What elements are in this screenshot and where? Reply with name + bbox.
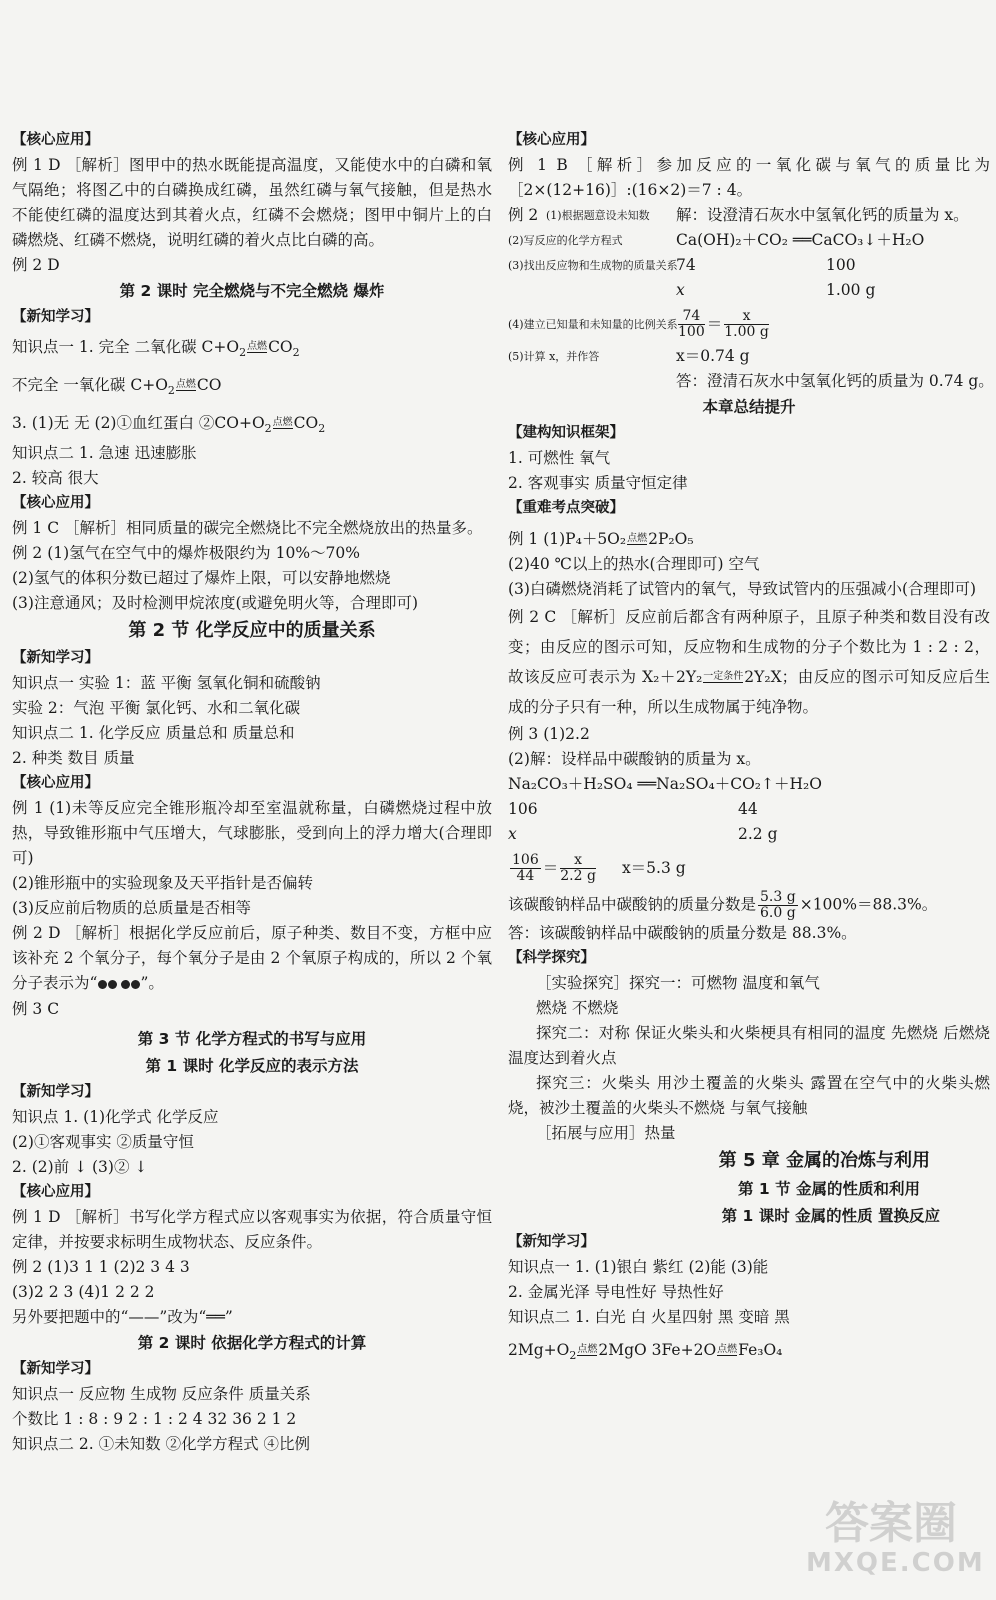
reaction-arrow — [627, 533, 647, 548]
equation-text: 3. (1)无 无 (2)①血红蛋白 ②CO+O — [12, 414, 265, 433]
answer-text: 知识点二 2. ①未知数 ②化学方程式 ④比例 — [12, 1434, 310, 1453]
section-header: 【核心应用】 — [12, 775, 99, 792]
step-note: (2)写反应的化学方程式 — [508, 234, 623, 247]
arrow-condition: 点燃 — [272, 416, 293, 428]
answer-text: ×100%＝88.3%。 — [799, 895, 938, 914]
answer-text: 2Y₂X；由反应的图示可知反应后生成的分子只有一种，所以生成物属于纯净物。 — [508, 668, 991, 716]
solution-text: x＝5.3 g — [621, 859, 686, 877]
reaction-arrow — [273, 417, 293, 432]
equation-text: 2Mg+O — [508, 1341, 570, 1359]
equation-text: Fe₃O₄ — [738, 1341, 783, 1359]
equation-text: CO — [293, 414, 319, 433]
chemical-equation: Na₂CO₃＋H₂SO₄ ══Na₂SO₄＋CO₂↑＋H₂O — [508, 775, 822, 793]
left-column — [12, 128, 492, 1457]
right-column — [508, 128, 994, 1368]
denominator: 2.2 g — [560, 868, 596, 884]
section-header: 【新知学习】 — [12, 1083, 99, 1100]
denominator: 44 — [516, 868, 535, 884]
reaction-arrow — [247, 341, 267, 356]
answer-text: 知识点二 1. 化学反应 质量总和 质量总和 — [12, 724, 295, 743]
answer-text: 2. 客观事实 质量守恒定律 — [508, 474, 688, 492]
denominator: 1.00 g — [724, 324, 769, 340]
solution-row — [508, 822, 990, 847]
mass-value: 1.00 g — [826, 281, 876, 299]
answer-text: 例 2 (1)氢气在空气中的爆炸极限约为 10%～70% — [12, 544, 361, 563]
chemical-equation: Ca(OH)₂＋CO₂ ══CaCO₃↓＋H₂O — [676, 231, 925, 249]
mass-value: 2.2 g — [738, 825, 778, 843]
arrow-condition: 点燃 — [717, 1343, 738, 1355]
answer-text: 知识点一 反应物 生成物 反应条件 质量关系 — [12, 1384, 311, 1403]
solution-row: $\frac{106}{44}$ ＝ $\frac{x}{2.2 g}$ x＝5.3 g — [512, 852, 686, 884]
mass-value: 106 — [508, 800, 538, 818]
equation-line — [12, 335, 492, 365]
solution-text: 解：设澄清石灰水中氢氧化钙的质量为 x。 — [676, 206, 969, 224]
answer-text: 实验 2：气泡 平衡 氯化钙、水和二氧化碳 — [12, 699, 301, 718]
answer-text: 个数比 1 : 8 : 9 2 : 1 : 2 4 32 36 2 1 2 — [12, 1409, 297, 1428]
answer-text: 探究二：对称 保证火柴头和火柴梗具有相同的温度 先燃烧 后燃烧 温度达到着火点 — [508, 1024, 990, 1067]
solution-row — [508, 797, 990, 822]
answer-text: 2. 金属光泽 导电性好 导热性好 — [508, 1283, 724, 1301]
solution-row — [508, 228, 990, 253]
mass-value: 74 — [676, 256, 696, 274]
watermark-logo — [806, 1498, 985, 1590]
numerator: x — [560, 853, 596, 869]
equation-text: 知识点一 1. 完全 二氧化碳 C+O — [12, 338, 240, 356]
section-title: 第 3 节 化学方程式的书写与应用 — [137, 1029, 367, 1048]
step-note: (4)建立已知量和未知量的比例关系 — [508, 318, 678, 331]
section-header: 【建构知识框架】 — [508, 425, 624, 441]
solution-row — [508, 278, 990, 303]
answer-text: 另外要把题中的“——”改为“══” — [12, 1307, 233, 1326]
answer-text: 例 3 (1)2.2 — [508, 725, 590, 743]
answer-text: 例 2 D ［解析］根据化学反应前后，原子种类、数目不变，方框中应该补充 2 个氧分子，每个氧分子是由 2 个氧原子构成的，所以 2 个氧分子表示为“ — [12, 924, 492, 993]
arrow-condition: 点燃 — [577, 1343, 598, 1355]
answer-text: 例 1 (1)未等反应完全锥形瓶冷却至室温就称量，白磷燃烧过程中放热，导致锥形瓶中气压增大，气球膨胀，受到向上的浮力增大(合理即可) — [12, 799, 492, 868]
reaction-arrow — [717, 1344, 737, 1359]
answer-text: (3)注意通风；及时检测甲烷浓度(或避免明火等，合理即可) — [12, 594, 419, 613]
mass-value: 44 — [738, 800, 758, 818]
arrow-condition: 点燃 — [627, 532, 648, 544]
answer-text: 知识点二 1. 急速 迅速膨胀 — [12, 444, 197, 463]
answer-text: (2)40 ℃以上的热水(合理即可) 空气 — [508, 555, 760, 573]
numerator: 5.3 g — [760, 889, 796, 905]
answer-text: 例 1 D ［解析］图甲中的热水既能提高温度，又能使水中的白磷和氧气隔绝；将图乙中的白磷换成红磷，虽然红磷与氧气接触，但是热水不能使红磷的温度达到其着火点，红磷不会燃烧；图甲中铜片上的白磷燃烧、红磷不燃烧，说明红磷的着火点比白磷的高。 — [12, 156, 492, 249]
answer-text: 2. (2)前 ↓ (3)② ↓ — [12, 1157, 148, 1176]
answer-text: (2)锥形瓶中的实验现象及天平指针是否偏转 — [12, 874, 313, 893]
answer-text: 知识点一 实验 1：蓝 平衡 氢氧化铜和硫酸钠 — [12, 674, 321, 693]
fraction — [560, 853, 596, 884]
equation-text: 2MgO 3Fe+2O — [598, 1341, 717, 1359]
watermark-text: 答案圈 — [825, 1498, 957, 1549]
section-header: 【核心应用】 — [12, 1183, 99, 1200]
section-header: 【核心应用】 — [12, 495, 99, 512]
answer-text — [508, 602, 990, 722]
watermark-url: MXQE.COM — [806, 1548, 985, 1578]
answer-text: 例 2 D — [12, 256, 60, 274]
solution-row — [508, 203, 990, 228]
equation-line — [12, 373, 492, 403]
answer-text: ［拓展与应用］热量 — [536, 1124, 676, 1142]
fraction — [510, 853, 541, 884]
solution-text: x＝0.74 g — [676, 347, 750, 365]
equation-line — [508, 527, 990, 552]
equation-text: 不完全 一氧化碳 C+O — [12, 376, 168, 395]
answer-text: (2)①客观事实 ②质量守恒 — [12, 1132, 194, 1151]
answer-text: 1. 可燃性 氧气 — [508, 449, 611, 467]
section-title: 第 1 节 金属的性质和利用 — [738, 1180, 920, 1198]
step-note: (1)根据题意设未知数 — [546, 209, 650, 222]
subscript: 2 — [239, 346, 247, 360]
lesson-title: 第 1 课时 金属的性质 置换反应 — [721, 1207, 940, 1225]
unknown-variable: x — [676, 281, 685, 299]
lesson-title: 第 1 课时 化学反应的表示方法 — [145, 1056, 359, 1075]
subscript: 2 — [292, 346, 300, 360]
lesson-title: 第 2 课时 完全燃烧与不完全燃烧 爆炸 — [119, 282, 385, 300]
section-header: 【核心应用】 — [12, 132, 99, 148]
subscript: 2 — [167, 384, 175, 398]
reaction-arrow — [703, 671, 743, 686]
lesson-title: 第 2 课时 依据化学方程式的计算 — [137, 1333, 367, 1352]
answer-text: 例 2 C ［解析］反应前后都含有两种原子，且原子种类和数目没有改变；由反应的图示可知，反应物和生成物的分子个数比为 1 : 2 : 2，故该反应可表示为 X₂＋2Y₂ — [508, 608, 990, 686]
answer-text: 探究三：火柴头 用沙土覆盖的火柴头 露置在空气中的火柴头燃烧，被沙土覆盖的火柴头不燃烧 与氧气接触 — [508, 1074, 990, 1117]
section-header: 【科学探究】 — [508, 950, 595, 966]
reaction-arrow — [176, 379, 196, 394]
answer-text: (2)氢气的体积分数已超过了爆炸上限，可以安静地燃烧 — [12, 569, 391, 588]
section-header: 【新知学习】 — [12, 650, 99, 667]
answer-text — [508, 890, 990, 921]
subscript: 2 — [569, 1349, 577, 1363]
equation-text: CO — [268, 338, 293, 356]
answer-text: 2. 较高 很大 — [12, 469, 99, 488]
answer-text: 知识点 1. (1)化学式 化学反应 — [12, 1107, 219, 1126]
answer-text — [12, 921, 492, 997]
numerator: x — [724, 309, 769, 325]
answer-text: 例 3 C — [12, 999, 60, 1018]
equation-text: 例 1 (1)P₄＋5O₂ — [508, 530, 627, 548]
solution-row — [508, 344, 990, 369]
answer-text: (2)解：设样品中碳酸钠的质量为 x。 — [508, 750, 761, 768]
subscript: 2 — [318, 422, 326, 436]
answer-text: 例 1 B ［解析］参加反应的一氧化碳与氧气的质量比为［2×(12+16)］:(16×2)＝7 : 4。 — [508, 156, 990, 199]
answer-text: 答：澄清石灰水中氢氧化钙的质量为 0.74 g。 — [676, 372, 994, 390]
answer-text: 答：该碳酸钠样品中碳酸钠的质量分数是 88.3%。 — [508, 924, 857, 942]
answer-text: 例 1 D ［解析］书写化学方程式应以客观事实为依据，符合质量守恒定律，并按要求标明生成物状态、反应条件。 — [12, 1207, 492, 1251]
answer-text: 2. 种类 数目 质量 — [12, 749, 135, 768]
unknown-variable: x — [508, 825, 517, 843]
answer-text: (3)白磷燃烧消耗了试管内的氧气，导致试管内的压强减小(合理即可) — [508, 580, 977, 598]
answer-text: (3)2 2 3 (4)1 2 2 2 — [12, 1282, 155, 1301]
mass-value: 100 — [826, 256, 856, 274]
equation-line — [508, 1338, 990, 1368]
equation-line — [12, 411, 492, 441]
answer-text: 例 1 C ［解析］相同质量的碳完全燃烧比不完全燃烧放出的热量多。 — [12, 519, 483, 538]
solution-row — [508, 253, 990, 278]
section-header: 【重难考点突破】 — [508, 500, 624, 516]
subscript: 2 — [264, 422, 272, 436]
fraction — [724, 309, 769, 340]
section-header: 【新知学习】 — [12, 309, 99, 325]
numerator: 106 — [512, 852, 539, 868]
arrow-condition: 点燃 — [247, 340, 268, 352]
fraction — [758, 890, 798, 921]
answer-text: 例 2 (1)3 1 1 (2)2 3 4 3 — [12, 1257, 190, 1276]
oxygen-molecule-icon — [97, 972, 140, 997]
equation-text: 2P₂O₅ — [648, 530, 694, 548]
arrow-condition: 点燃 — [175, 378, 196, 390]
denominator: 100 — [678, 324, 705, 340]
arrow-condition: 一定条件 — [703, 670, 744, 682]
chapter-title: 第 5 章 金属的冶炼与利用 — [718, 1150, 930, 1171]
section-header: 【核心应用】 — [508, 132, 595, 148]
section-header: 【新知学习】 — [508, 1234, 595, 1250]
answer-text: 知识点二 1. 白光 白 火星四射 黑 变暗 黑 — [508, 1308, 790, 1326]
answer-text: 燃烧 不燃烧 — [536, 999, 619, 1017]
step-note: (5)计算 x，并作答 — [508, 350, 600, 363]
answer-text: 该碳酸钠样品中碳酸钠的质量分数是 — [508, 895, 757, 914]
answer-text: ［实验探究］探究一：可燃物 温度和氧气 — [536, 974, 820, 992]
denominator: 6.0 g — [760, 905, 796, 921]
answer-text: 知识点一 1. (1)银白 紫红 (2)能 (3)能 — [508, 1258, 769, 1276]
step-note: (3)找出反应物和生成物的质量关系 — [508, 259, 678, 272]
example-label: 例 2 — [508, 206, 539, 224]
equation-text: CO — [196, 376, 222, 395]
numerator: 74 — [678, 309, 705, 325]
reaction-arrow — [577, 1344, 597, 1359]
answer-text: (3)反应前后物质的总质量是否相等 — [12, 899, 251, 918]
fraction — [678, 309, 705, 340]
answer-text: ”。 — [140, 974, 164, 993]
summary-title: 本章总结提升 — [702, 398, 796, 416]
section-header: 【新知学习】 — [12, 1360, 99, 1377]
section-title: 第 2 节 化学反应中的质量关系 — [128, 620, 376, 642]
solution-row: (4)建立已知量和未知量的比例关系 $\frac{74}{100}$ ＝ $\frac{x}{1.00 g}$ — [508, 308, 769, 340]
